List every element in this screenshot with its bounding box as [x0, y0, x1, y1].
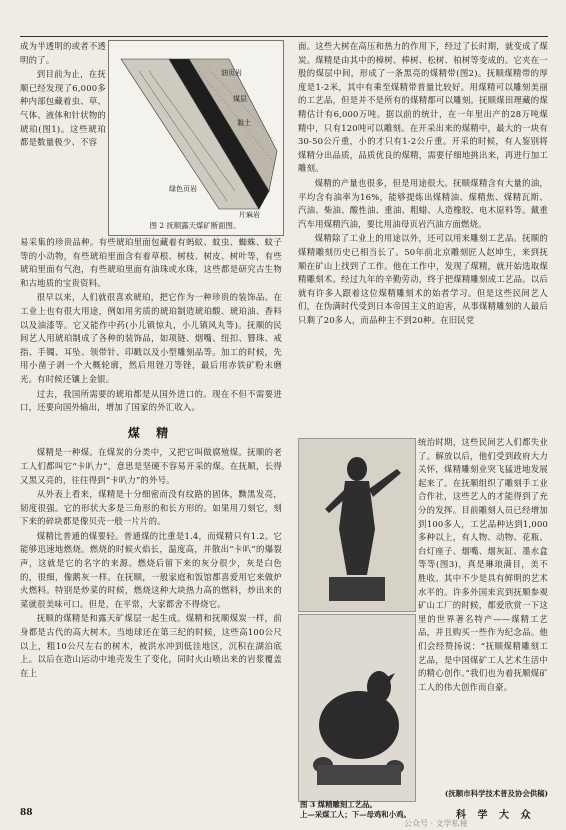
label-oil-shale: 油页岩	[221, 69, 242, 77]
left-top-column	[20, 40, 106, 151]
right-column	[298, 40, 548, 328]
paragraph: 煤精是一种煤。在煤炭的分类中，又把它叫做腐殖煤。抚顺的老工人们都叫它“卡叭力”，意思是坚硬不容易开采的煤。在抚顺，长得又黑又亮的，往往得到“卡叭力”的外号。	[20, 447, 282, 485]
paragraph: 煤精的产量也很多，但是用途很大。抚顺煤精含有大量的油，平均含有油率为16%，能够提炼出煤精油、煤精焦、煤精瓦斯、汽油、柴油、酸性油、重油、粗蜡、人造橡胶、电木原料等。戴重汽车用煤精汽油，要比用油母页岩汽油方面燃烧。	[298, 177, 548, 229]
figure2-caption: 图 2 抚顺露天煤矿断面图。	[149, 221, 241, 230]
paragraph: 到目前为止，在抚顺已经发现了6,000多种内部包藏着虫、草、气体、液体和针状物的琥珀(图1)。这些琥珀都是数量极少、不容	[20, 69, 106, 148]
label-coal: 煤层	[233, 95, 247, 103]
paragraph: 易采集的珍贵品种。有些琥珀里面包藏着有蚂蚁、蚊虫、蜘蛛、蚊子等的小动物，有些琥珀里面含有着草根、树枝、树皮、树叶等，有些琥珀里面有气泡，有些琥珀里面有油珠或水珠，这些都是研究古生物和古地质的宝贵资料。	[20, 237, 282, 288]
paragraph: 成为半透明的或者不透明的了。	[20, 41, 106, 65]
paragraph: 煤精比普通的煤要轻。普通煤的比重是1.4，而煤精只有1.2。它能够迅速地燃烧。燃烧的时候火焰长，温度高，并散出“卡叭”的爆裂声，这就是它的名字的来源。燃烧后留下来的灰分很少，灰是白色的，很细，像鹅灰一样。在抚顺，一般家庭和饭馆都喜爱用它来做炉火燃料。特别是炒菜的时候，燃烧这种大块热力高的燃料，炒出来的菜就很美味可口。但是，在平常，大家都舍不得烧它。	[20, 530, 282, 609]
paragraph: 煤精除了工业上的用途以外，还可以用来雕刻工艺品。抚顺的煤精雕刻历史已相当长了。50年前北京雕刻匠人赵坤生，来到抚顺在矿山上找到了工作。他在工作中，发现了煤精，就开始选取煤精雕刻术。经过九年的辛勤劳动，终于把煤精雕刻成工艺品。以后就有许多人跟着这位煤精雕刻术的始者学习。但是这些民间艺人们，在伪满时代受到日本帝国主义的迫害，从事煤精雕刻的人最后只剩了20多人，而品种主不到20种。在旧民党	[298, 233, 548, 325]
label-clay: 黏土	[237, 119, 251, 127]
strata	[121, 59, 277, 209]
mine-section-diagram	[108, 40, 284, 236]
watermark: 公众号 · 文学私秘	[404, 819, 468, 828]
top-rule	[20, 36, 548, 37]
left-main-column	[20, 236, 282, 681]
figure3-caption-line1: 图 3 煤精雕刻工艺品。	[300, 800, 377, 809]
right-wrap-column	[418, 436, 548, 695]
hen-and-chicks-carving-photo	[298, 614, 416, 802]
figure3-caption-line2: 上—采煤工人；下—母鸡和小鸡。	[300, 810, 411, 819]
paragraph: 从外表上看来，煤精是十分细密而没有纹路的固体，黝黑发亮，韧度很强。它的形状大多是三角形的和长方形的。如果用刀刻它，刻下来的碎块都是像贝壳一般一片片的。	[20, 489, 282, 527]
coal-miner-carving-photo	[298, 438, 416, 612]
paragraph: 面。这些大树在高压和热力的作用下，经过了长时期，就变成了煤炭。煤精是由其中的樟树、棒树、松树、柏树等变成的。它夹在一般的煤层中间，形成了一条黑亮的煤精带(图2)。抚顺煤精带的厚度是1-2米，其中有乘至煤精带普量比较好。用煤精可以雕刻美丽的工艺品，但是并不是所有的煤精都可以雕刻。抚顺煤田理藏的煤精估计有6,000万吨。据以前的统计，在一年里出产的28万吨煤精中，只有120吨可以雕刻。在开采出来的煤精中，最大的一块有30-50公斤重，小的才只有1-2公斤重。开采的时候，有人鉴别将煤精分出品质，品质优良的煤精，需要仔细地挑出来，再进行加工雕刻。	[298, 41, 548, 174]
credit-line: (抚顺市科学技术普及协会供稿)	[444, 789, 548, 798]
section-heading: 煤 精	[127, 425, 175, 440]
paragraph: 很早以来，人们就很喜欢琥珀，把它作为一种珍贵的装饰品。在工业上也有很大用途，例如用劣质的琥珀制造琥珀酸、琥珀油、香料以及油漆等。它又能作中药(小儿镇惊丸，小儿镇风丸等)。抚顺的民间艺人用琥珀制成了各种的装饰品，如项链、烟嘴、纽扣、簪珠、戒指、手镯、耳坠、领带针、印戳以及小型雕刻品等。加工的时候，先用小凿子剥一个大概轮廓，然后用锉刀等锉，最后用赤铁矿粉末磨光。有时候还镶上金银。	[20, 292, 282, 384]
label-gneiss: 片麻岩	[239, 211, 260, 219]
paragraph: 抚顺的煤精是和露天矿煤层一起生成。煤精和抚顺煤炭一样，前身都是古代的高大树木。当地球还在第三纪的时候，这些高100公尺以上，粗10公尺左右的树木，被洪水冲到低洼地区，沉积在湖泊底上。以后在造山运动中地壳发生了变化，同时火山喷出来的岩浆覆盖在上	[20, 613, 282, 678]
paragraph: 统治时期，这些民间艺人们都失业了。解放以后，他们受到政府大力关怀，煤精雕刻业突飞猛进地发展起来了。在抚顺组织了雕刻手工业合作社，这些艺人的才能得到了充分的发挥。目前雕刻人员已经增加到100多人，工艺品种达到1,000多种以上，有人物、动物、花瓶、台灯座子、烟嘴、烟灰缸、墨水盒等等(图3)，真是琳琅满目，美不胜收。其中不少是具有鲜明的艺术水平的。许多外国来宾到抚顺参观矿山工厂的时候，都爱欣赏一下这里的世界著名特产——煤精工艺品，并且购买一些作为纪念品。他们会经赞扬说：“抚顺煤精雕刻工艺品，是中国煤矿工人艺术生活中的精心创作。”我们也为着抚顺煤矿工人的伟大创作而自豪。	[418, 437, 548, 692]
paragraph: 过去，我国所需要的琥珀都是从国外进口的。现在不但不需要进口，还要向国外输出，增加了国家的外汇收入。	[20, 388, 282, 413]
label-green-shale: 绿色页岩	[169, 185, 197, 193]
journal-name: 科 学 大 众	[456, 810, 535, 821]
page-number: 88	[20, 808, 33, 818]
